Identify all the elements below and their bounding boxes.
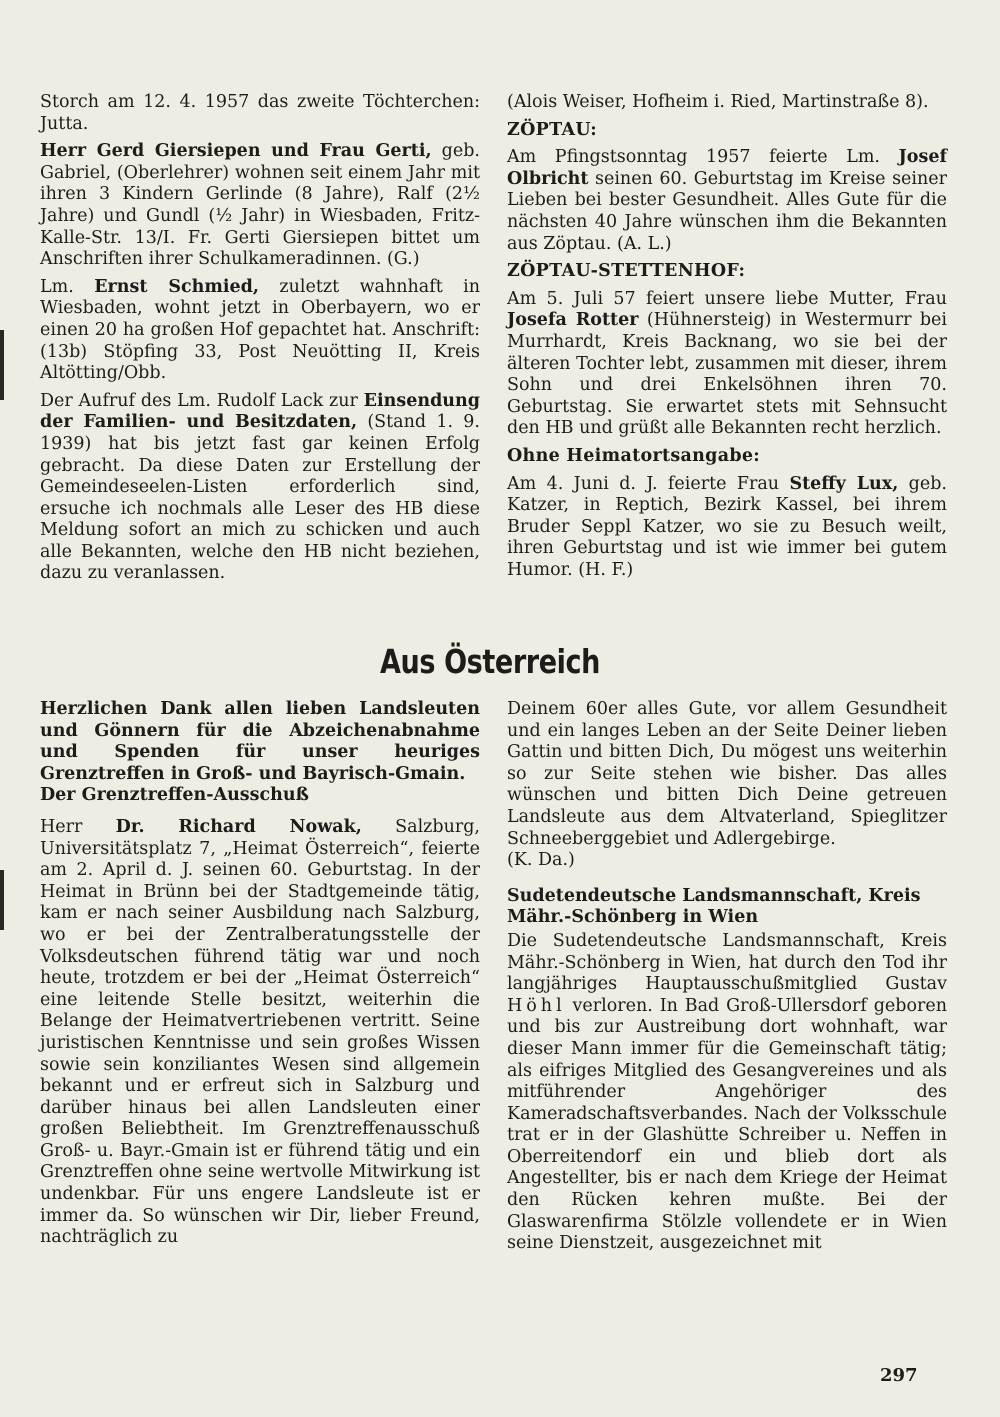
left-column-top bbox=[40, 92, 480, 585]
right-column-bottom bbox=[507, 699, 947, 1255]
author-initials: (K. Da.) bbox=[507, 850, 575, 871]
signature: Der Grenztreffen-Ausschuß bbox=[40, 785, 309, 806]
person-name: Herr Gerd Giersiepen und Frau Gerti, bbox=[40, 141, 432, 162]
heading-landsmannschaft: Sudetendeutsche Landsmannschaft, Kreis Mähr.-Schönberg in Wien bbox=[507, 885, 921, 928]
giersiepen-notice: Herr Gerd Giersiepen und Frau Gerti, geb. Gabriel, (Oberlehrer) wohnen seit einem Jahr mit ihren 3 Kindern Gerlinde (8 Jahre), Ralf (2½ Jahre) und Gundl (½ Jahr) in Wiesbaden, Fritz-Kalle-Str. 13/I. Fr. Gerti Giersiepen bittet um Anschriften ihrer Schulkameradinnen. (G.) bbox=[40, 141, 480, 270]
page-number: 297 bbox=[880, 1365, 918, 1386]
thanks-notice: Herzlichen Dank allen lieben Landsleuten und Gönnern für die Abzeichenabnahme und Spenden für unser heuriges Grenztreffen in Groß- und Bayrisch-Gmain. bbox=[40, 699, 480, 784]
nowak-article-continued: Deinem 60er alles Gute, vor allem Gesundheit und ein langes Leben an der Seite Deiner lieben Gattin und bitten Dich, Du mögest uns weiterhin so zur Seite stehen wie bisher. Das alles wünschen und bitten Dich Deine getreuen Landsleute aus dem Altvaterland, Spieglitzer Schneeberggebiet und Adlergebirge. bbox=[507, 699, 947, 849]
appeal-notice: Der Aufruf des Lm. Rudolf Lack zur Einsendung der Familien- und Besitzdaten, (Stand 1. 9. 1939) hat bis jetzt fast gar keinen Erfolg gebracht. Da diese Daten zur Erstellung der Gemeindeseelen-Listen erforderlich sind, ersuche ich nochmals alle Leser des HB diese Meldung sofort an mich zu schicken und auch alle Bekannten, welche den HB nicht beziehen, dazu zu veranlassen. bbox=[40, 390, 480, 584]
right-column-top bbox=[507, 92, 947, 581]
person-name: Josef Olbricht bbox=[507, 147, 947, 189]
appeal-emphasis: Einsendung der Familien- und Besitzdaten, bbox=[40, 390, 480, 433]
schmied-notice: Lm. Ernst Schmied, zuletzt wahnhaft in Wiesbaden, wohnt jetzt in Oberbayern, wo er einen 20 ha großen Hof gepachtet hat. Anschrift: (13b) Stöpfing 33, Post Neuötting II, Kreis Altötting/Obb. bbox=[40, 276, 481, 384]
person-name: Steffy Lux, bbox=[789, 473, 899, 494]
left-column-bottom bbox=[40, 699, 480, 1249]
birth-notice: Storch am 12. 4. 1957 das zweite Töchterchen: Jutta. bbox=[40, 92, 480, 134]
heading-no-hometown: Ohne Heimatortsangabe: bbox=[507, 445, 761, 466]
section-title: Aus Österreich bbox=[379, 642, 601, 681]
heading-zoeptau: ZÖPTAU: bbox=[507, 119, 598, 140]
scan-edge-mark bbox=[0, 870, 4, 930]
heading-zoeptau-stettenhof: ZÖPTAU-STETTENHOF: bbox=[507, 261, 746, 282]
nowak-article: Herr Dr. Richard Nowak, Salzburg, Universitätsplatz 7, „Heimat Österreich“, feierte am 2. April d. J. seinen 60. Geburtstag. In der Heimat in Brünn bei der Stadtgemeinde tätig, kam er nach seiner Ausbildung nach Salzburg, wo er bei der Zentralberatungsstelle der Volksdeutschen führend tätig war und noch heute, trotzdem er bei der „Heimat Österreich“ eine leitende Stelle besitzt, weiterhin die Belange der Heimatvertriebenen vertritt. Seine juristischen Kenntnisse und sein großes Wissen sowie sein konziliantes Wesen sind allgemein bekannt und er erfreut sich in Salzburg und darüber hinaus bei allen Landsleuten einer großen Beliebtheit. Im Grenztreffenausschuß Groß- u. Bayr.-Gmain ist er führend tätig und ein Grenztreffen ohne seine wertvolle Mitwirkung ist undenkbar. Für uns engere Landsleute ist er immer da. So wünschen wir Dir, lieber Freund, nachträglich zu bbox=[40, 816, 480, 1248]
olbricht-notice: Am Pfingstsonntag 1957 feierte Lm. Josef Olbricht seinen 60. Geburtstag im Kreise seiner Lieben bei bester Gesundheit. Alles Gute für die nächsten 40 Jahre wünschen ihm die Bekannten aus Zöptau. (A. L.) bbox=[507, 147, 947, 254]
person-name: Josefa Rotter bbox=[507, 310, 639, 331]
rotter-notice: Am 5. Juli 57 feiert unsere liebe Mutter, Frau Josefa Rotter (Hühnersteig) in Westermurr bei Murrhardt, Kreis Backnang, wo sie bei der älteren Tochter lebt, zusammen mit dieser, ihrem Sohn und drei Enkelsöhnen ihren 70. Geburtstag. Sie erwartet stets mit Sehnsucht den HB und grüßt alle Bekannten recht herzlich. bbox=[507, 288, 947, 439]
person-name: Ernst Schmied, bbox=[94, 276, 260, 297]
address-note: (Alois Weiser, Hofheim i. Ried, Martinstraße 8). bbox=[507, 92, 929, 112]
person-name: Dr. Richard Nowak, bbox=[115, 816, 362, 837]
lux-notice: Am 4. Juni d. J. feierte Frau Steffy Lux, geb. Katzer, in Reptich, Bezirk Kassel, bei ihrem Bruder Seppl Katzer, wo sie zu Besuch weilt, ihren Geburtstag und ist wie immer bei gutem Humor. (H. F.) bbox=[507, 473, 947, 580]
scan-edge-mark bbox=[0, 330, 4, 400]
hoehl-obituary: Die Sudetendeutsche Landsmannschaft, Kreis Mähr.-Schönberg in Wien, hat durch den Tod ihr langjähriges Hauptausschußmitglied Gustav Höhl verloren. In Bad Groß-Ullersdorf geboren und bis zur Austreibung dort wohnhaft, war dieser Mann immer für die Gemeinschaft tätig; als eifriges Mitglied des Gesangvereines und als mitführender Angehöriger des Kameradschaftsverbandes. Nach der Volksschule trat er in der Glashütte Schreiber u. Neffen in Oberreitendorf ein und blieb dort als Angestellter, bis er nach dem Kriege der Heimat den Rücken kehren mußte. Bei der Glaswarenfirma Stölzle vollendete er in Wien seine Dienstzeit, ausgezeichnet mit bbox=[507, 930, 947, 1254]
person-name-spaced: Höhl bbox=[507, 995, 566, 1016]
